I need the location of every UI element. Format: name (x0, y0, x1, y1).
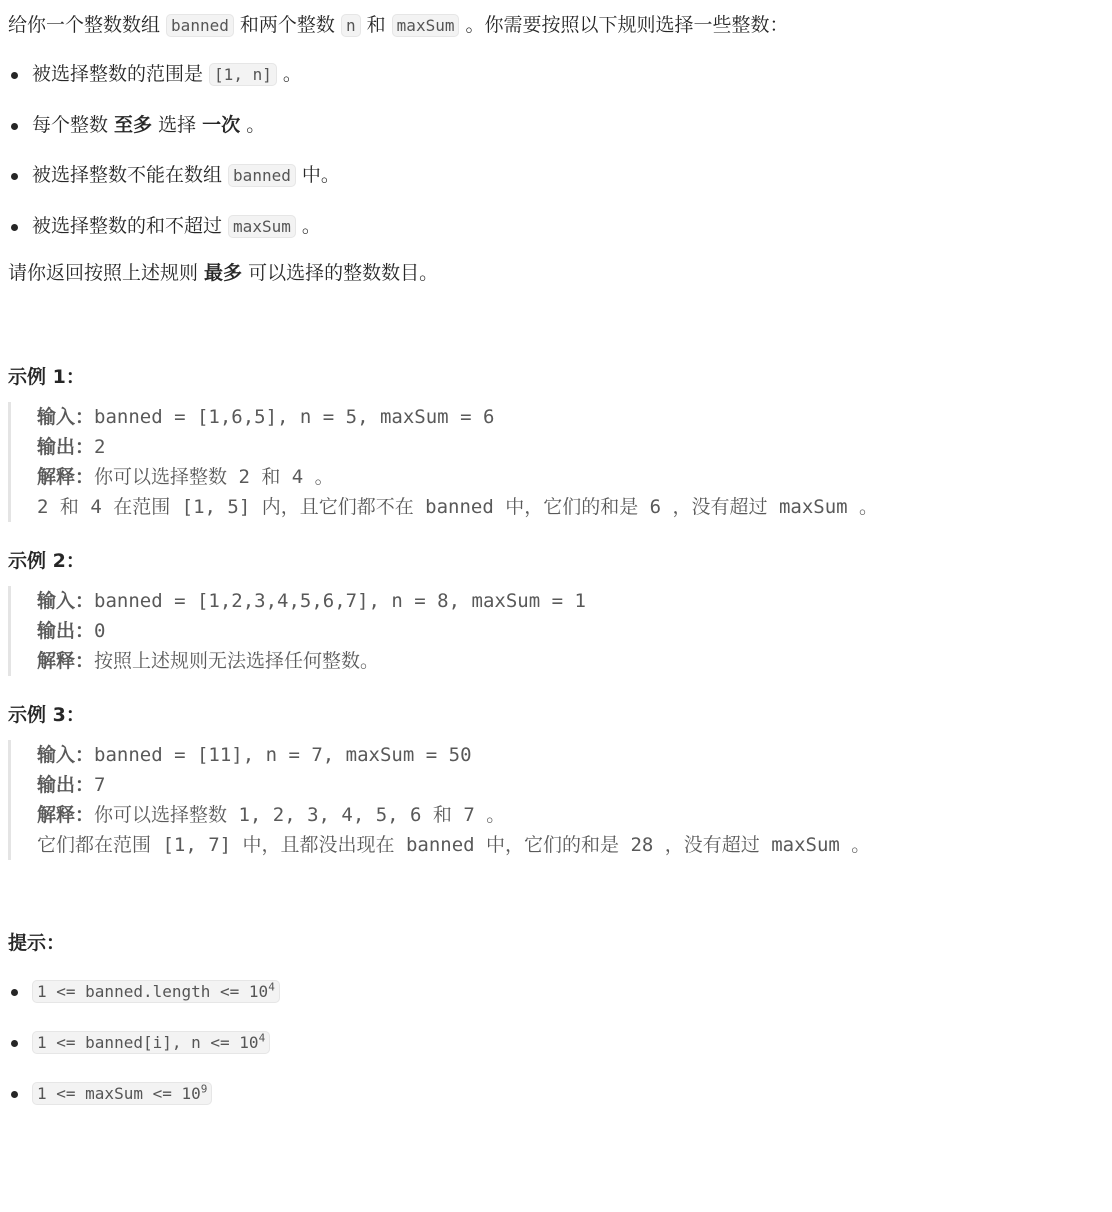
example-3-title: 示例 3： (8, 704, 85, 726)
rule-item (8, 59, 1104, 90)
explain-value: 你可以选择整数 1, 2, 3, 4, 5, 6 和 7 。 (94, 804, 506, 826)
hint-text: 1 <= banned.length <= 10 (37, 982, 269, 1001)
output-label: 输出： (37, 436, 95, 458)
return-text: 可以选择的整数数目。 (242, 262, 439, 284)
example-1-block (8, 402, 1104, 522)
output-value: 2 (94, 436, 106, 458)
intro-paragraph (8, 10, 1104, 41)
return-paragraph (8, 258, 1104, 288)
hint-code (32, 1082, 212, 1105)
explain-label: 解释： (37, 466, 95, 488)
hint-item (8, 1027, 1104, 1058)
explain-value: 你可以选择整数 2 和 4 。 (94, 466, 334, 488)
input-label: 输入： (37, 590, 95, 612)
rule-text: 每个整数 (32, 114, 115, 136)
output-value: 0 (94, 620, 106, 642)
input-value: banned = [1,6,5], n = 5, maxSum = 6 (94, 406, 495, 428)
rule-item (8, 110, 1104, 140)
rule-text: 中。 (295, 164, 340, 186)
rule-text: 。 (295, 215, 321, 237)
output-label: 输出： (37, 774, 95, 796)
inline-code-banned: banned (166, 14, 234, 37)
intro-text: 和两个整数 (233, 14, 341, 36)
input-label: 输入： (37, 406, 95, 428)
rule-text: 选择 (152, 114, 203, 136)
output-label: 输出： (37, 620, 95, 642)
example-2-title: 示例 2： (8, 550, 85, 572)
hint-exponent: 9 (200, 1082, 208, 1096)
hint-code (32, 1031, 270, 1054)
rules-list (8, 59, 1104, 242)
hint-exponent: 4 (268, 980, 275, 994)
input-label: 输入： (37, 744, 95, 766)
rule-text: 被选择整数的范围是 (32, 63, 210, 85)
inline-code-range: [1, n] (209, 63, 277, 86)
rule-text: 被选择整数不能在数组 (32, 164, 229, 186)
input-value: banned = [11], n = 7, maxSum = 50 (94, 744, 472, 766)
explain-value: 按照上述规则无法选择任何整数。 (94, 650, 380, 672)
rule-bold: 至多 (114, 114, 153, 136)
example-3-block (8, 740, 1104, 860)
rule-bold: 一次 (202, 114, 241, 136)
inline-code-maxsum: maxSum (392, 14, 460, 37)
intro-text: 和 (360, 14, 392, 36)
hint-item (8, 976, 1104, 1007)
hint-text: 1 <= maxSum <= 10 (37, 1084, 201, 1103)
hint-code (32, 980, 280, 1003)
rule-text: 。 (240, 114, 266, 136)
rule-item (8, 160, 1104, 191)
rule-text: 被选择整数的和不超过 (32, 215, 229, 237)
example-2-block (8, 586, 1104, 676)
explain-label: 解释： (37, 650, 95, 672)
intro-text: 。你需要按照以下规则选择一些整数： (459, 14, 789, 36)
explain-detail: 它们都在范围 [1, 7] 中，且都没出现在 banned 中，它们的和是 28 ，没有超过 maxSum 。 (37, 834, 871, 856)
explain-detail: 2 和 4 在范围 [1, 5] 内，且它们都不在 banned 中，它们的和是 6 ，没有超过 maxSum 。 (37, 496, 879, 518)
inline-code-maxsum: maxSum (228, 215, 296, 238)
hint-exponent: 4 (258, 1031, 266, 1045)
output-value: 7 (94, 774, 106, 796)
input-value: banned = [1,2,3,4,5,6,7], n = 8, maxSum = 1 (94, 590, 586, 612)
inline-code-n: n (341, 14, 361, 37)
return-text: 请你返回按照上述规则 (8, 262, 205, 284)
return-bold: 最多 (204, 262, 243, 284)
rule-text: 。 (276, 63, 302, 85)
hints-list (8, 976, 1104, 1109)
explain-label: 解释： (37, 804, 95, 826)
example-1-title: 示例 1： (8, 366, 85, 388)
hint-item (8, 1078, 1104, 1109)
hints-title: 提示： (8, 932, 66, 954)
inline-code-banned: banned (228, 164, 296, 187)
intro-text: 给你一个整数数组 (8, 14, 167, 36)
rule-item (8, 211, 1104, 242)
hint-text: 1 <= banned[i], n <= 10 (37, 1033, 259, 1052)
